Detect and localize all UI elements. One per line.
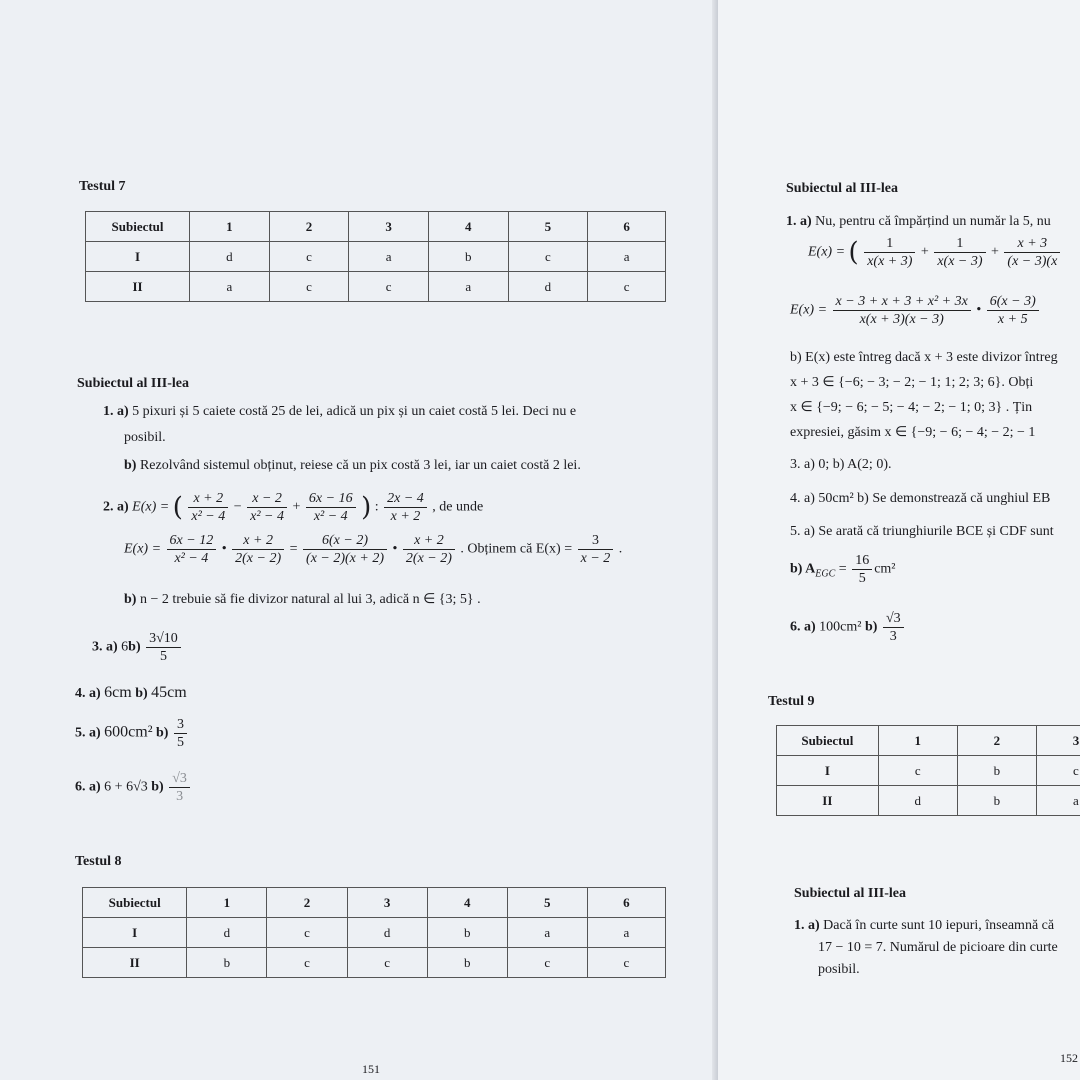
den: x − 2 (580, 551, 611, 566)
text: Rezolvând sistemul obținut, reiese că un pix costă 3 lei, iar un caiet costă 2 lei. (139, 458, 581, 473)
num: 1 (864, 235, 915, 253)
den: x² − 4 (191, 509, 226, 524)
answer-cell: c (267, 948, 347, 978)
den: (x − 3)(x (1007, 254, 1058, 269)
den: x² − 4 (250, 509, 284, 524)
num: x − 2 (247, 490, 287, 508)
answer-cell: c (878, 756, 957, 786)
label: 6. a) (75, 779, 101, 795)
problem-2a-line1: 2. a) E(x) = ( $\frac{x + 2}{\text{x² − 4}}$ − $\frac{x - 2}{\text{x² − 4}}$ + $\frac{6x - 16}{\text{x² − 4}}$ ) : $\frac{2x - 4}{x + 2}$ , de unde (103, 491, 484, 524)
tail: , de unde (432, 499, 484, 515)
table-row (83, 948, 666, 978)
num: x + 2 (232, 532, 284, 550)
test9-title: Testul 9 (768, 694, 815, 709)
row-header-cell: I (86, 242, 190, 272)
num: 3 (174, 716, 187, 734)
den: x² − 4 (313, 509, 348, 524)
num: 6x − 12 (167, 532, 217, 550)
label: 5. a) (75, 725, 101, 741)
problem-2a-line2: E(x) = $\frac{6x - 12}{\text{x² − 4}}$ • $\frac{x + 2}{2(x - 2)}$ = $\frac{6(x - 2)}{(x - 2)(x + 2)}$ • $\frac{x + 2}{2(x - 2)}$ . Obținem că E(x) = $\frac{3}{x - 2}$ . (124, 533, 623, 566)
problem-2b (124, 591, 481, 608)
den: x + 2 (390, 509, 421, 524)
header-cell: 2 (269, 212, 349, 242)
header-cell: Subiectul (83, 888, 187, 918)
answer-cell: a (1036, 786, 1080, 816)
test8-answer-table (82, 887, 666, 978)
label-b: b) (151, 779, 164, 795)
problem-4: 4. a) 50cm² b) Se demonstrează că unghiul EB (790, 491, 1051, 506)
table-row (83, 888, 666, 918)
header-cell: 1 (190, 212, 270, 242)
den: 3 (176, 789, 184, 804)
fraction (146, 630, 181, 665)
answer-cell: d (878, 786, 957, 816)
num: x + 2 (403, 532, 455, 550)
table-row (777, 786, 1080, 816)
answer-cell: c (588, 272, 666, 302)
header-cell: Subiectul (86, 212, 190, 242)
answer-cell: d (187, 918, 267, 948)
den: 2(x − 2) (235, 551, 282, 566)
label: 1. a) (786, 214, 812, 229)
header-cell: 6 (587, 888, 665, 918)
answer-cell: d (190, 242, 270, 272)
answer-cell: c (587, 948, 665, 978)
row-header-cell: II (86, 272, 190, 302)
header-cell: Subiectul (777, 726, 879, 756)
fraction (883, 610, 904, 645)
problem-5b (790, 552, 896, 587)
table-row (86, 272, 666, 302)
fraction (167, 532, 217, 567)
row-header-cell: I (83, 918, 187, 948)
test7-answer-table (85, 211, 666, 302)
num: 1 (934, 235, 985, 253)
answer-cell: c (349, 272, 429, 302)
answer-cell: a (349, 242, 429, 272)
text: 5 pixuri și 5 caiete costă 25 de lei, adică un pix și un caiet costă 5 lei. Deci nu e (132, 404, 577, 419)
left-subject3-title: Subiectul al III-lea (77, 376, 190, 391)
label: 6. a) (790, 619, 816, 635)
answer-cell: a (428, 272, 508, 302)
problem-3 (92, 630, 183, 665)
answer-cell: c (269, 242, 349, 272)
text: n − 2 trebuie să fie divizor natural al lui 3, adică n ∈ {3; 5} . (139, 592, 481, 607)
label: b) A (790, 561, 816, 577)
header-cell: 1 (878, 726, 957, 756)
header-cell: 1 (187, 888, 267, 918)
table-row (777, 756, 1080, 786)
answer-a: 6cm (104, 684, 132, 701)
label-b: b) (135, 686, 148, 701)
num: 3√10 (146, 630, 181, 648)
answer-cell: c (507, 948, 587, 978)
answer-a: 6 + 6√3 (104, 779, 148, 795)
den: x(x − 3) (937, 254, 983, 269)
den: x(x + 3) (867, 254, 913, 269)
problem-1a-b-line3: posibil. (818, 962, 860, 977)
num: x + 2 (188, 490, 228, 508)
paren-close: ) (361, 492, 372, 523)
subscript: EGC (815, 568, 836, 580)
den: 3 (889, 629, 897, 644)
den: 2(x − 2) (405, 551, 452, 566)
fraction (864, 235, 915, 270)
header-cell: 2 (267, 888, 347, 918)
num: x + 3 (1004, 235, 1060, 253)
problem-5a: 5. a) Se arată că triunghiurile BCE și CDF sunt (790, 524, 1054, 539)
equals: = (838, 561, 847, 577)
row-header-cell: II (83, 948, 187, 978)
label: 4. a) (75, 686, 101, 701)
answer-cell: c (508, 242, 588, 272)
num: 16 (852, 552, 872, 570)
label: b) (124, 458, 137, 473)
lhs: E(x) = (808, 244, 846, 260)
answer-cell: a (190, 272, 270, 302)
answer-cell: b (428, 242, 508, 272)
text: Nu, pentru că împărțind un număr la 5, nu (815, 214, 1051, 229)
header-cell: 3 (347, 888, 427, 918)
problem-1a (103, 404, 576, 420)
label-b: b) (156, 725, 169, 741)
expression-2: E(x) = $\frac{\text{x − 3 + x + 3 + x² + 3x}}{x(x + 3)(x - 3)}$ • $\frac{6(x - 3)}{x + 5}$ (790, 293, 1041, 328)
expression-1: E(x) = ( $\frac{1}{x(x + 3)}$ + $\frac{1}{x(x - 3)}$ + $\frac{x + 3}{(x - 3)(x}$ (808, 235, 1062, 270)
fraction (384, 490, 427, 525)
header-cell: 4 (428, 212, 508, 242)
fraction (934, 235, 985, 270)
answer-cell: b (427, 918, 507, 948)
problem-3: 3. a) 0; b) A(2; 0). (790, 457, 892, 472)
den: (x − 2)(x + 2) (306, 551, 385, 566)
paren-open: ( (172, 492, 183, 523)
fraction (1004, 235, 1060, 270)
answer-cell: a (588, 242, 666, 272)
table-row (777, 726, 1080, 756)
num: x − 3 + x + 3 + x² + 3x (833, 293, 971, 311)
problem-1b-line3: x ∈ {−9; − 6; − 5; − 4; − 2; − 1; 0; 3} . Țin (790, 400, 1033, 415)
lhs: E(x) = (132, 499, 170, 515)
label-b: b) (864, 619, 878, 635)
label-b: b) (128, 639, 141, 655)
test8-title: Testul 8 (75, 854, 122, 869)
fraction (169, 770, 190, 805)
paren-open: ( (848, 237, 859, 268)
test7-title: Testul 7 (79, 179, 126, 194)
fraction (578, 532, 614, 567)
problem-1b-line2: x + 3 ∈ {−6; − 3; − 2; − 1; 1; 2; 3; 6}. Obți (790, 375, 1034, 390)
table-row (86, 242, 666, 272)
answer-cell: b (187, 948, 267, 978)
answer-cell: b (957, 756, 1036, 786)
num: √3 (169, 770, 190, 788)
fraction (232, 532, 284, 567)
test9-answer-table (776, 725, 1080, 816)
num: 2x − 4 (384, 490, 427, 508)
text: Dacă în curte sunt 10 iepuri, înseamnă că (823, 918, 1055, 933)
problem-6 (790, 610, 906, 645)
lhs: E(x) = (124, 541, 162, 557)
fraction (188, 490, 228, 525)
label: b) (124, 592, 137, 607)
lhs: E(x) = (790, 302, 828, 318)
answer-cell: c (267, 918, 347, 948)
table-row (86, 212, 666, 242)
page-number: 152 (1060, 1051, 1078, 1065)
text: . Obținem că E(x) = (460, 541, 573, 557)
problem-6 (75, 770, 192, 805)
label: 2. a) (103, 499, 129, 515)
num: 6x − 16 (306, 490, 356, 508)
num: 3 (578, 532, 614, 550)
den: x² − 4 (174, 551, 209, 566)
row-header-cell: I (777, 756, 879, 786)
right-subject3-title: Subiectul al III-lea (786, 181, 899, 196)
right-subject3b-title: Subiectul al III-lea (794, 886, 907, 901)
answer-b: 45cm (151, 684, 187, 701)
header-cell: 5 (507, 888, 587, 918)
answer-cell: b (957, 786, 1036, 816)
den: 5 (159, 649, 167, 664)
fraction (403, 532, 455, 567)
answer-cell: d (508, 272, 588, 302)
fraction (247, 490, 287, 525)
table-row (83, 918, 666, 948)
answer-a: 6 (121, 639, 129, 655)
fraction (852, 552, 872, 587)
den: 5 (176, 735, 184, 750)
header-cell: 5 (508, 212, 588, 242)
answer-cell: c (269, 272, 349, 302)
answer-cell: c (1036, 756, 1080, 786)
label: 3. a) (92, 639, 118, 655)
answer-cell: d (347, 918, 427, 948)
den: x + 5 (997, 312, 1028, 327)
problem-1a-b-line2: 17 − 10 = 7. Numărul de picioare din curte (818, 940, 1058, 955)
answer-cell: a (507, 918, 587, 948)
den: 5 (858, 571, 866, 586)
num: 6(x − 3) (987, 293, 1039, 311)
fraction (174, 716, 187, 751)
header-cell: 6 (588, 212, 666, 242)
header-cell: 2 (957, 726, 1036, 756)
problem-1b-line4: expresiei, găsim x ∈ {−9; − 6; − 4; − 2; − 1 (790, 425, 1036, 440)
header-cell: 4 (427, 888, 507, 918)
answer-cell: b (427, 948, 507, 978)
header-cell: 3 (349, 212, 429, 242)
fraction (833, 293, 971, 328)
num: 6(x − 2) (303, 532, 387, 550)
row-header-cell: II (777, 786, 879, 816)
fraction (303, 532, 387, 567)
answer-a: 600cm² (104, 723, 153, 741)
label: 1. a) (794, 918, 820, 933)
problem-1a-cont: posibil. (124, 430, 166, 445)
problem-1a (786, 214, 1051, 230)
problem-4 (75, 684, 187, 702)
num: √3 (883, 610, 904, 628)
answer-a: 100cm² (819, 619, 862, 635)
answer-cell: c (347, 948, 427, 978)
answer-cell: a (587, 918, 665, 948)
unit: cm² (874, 561, 896, 577)
problem-1a-b (794, 918, 1054, 934)
den: x(x + 3)(x − 3) (859, 312, 944, 327)
fraction (306, 490, 356, 525)
label: 1. a) (103, 404, 129, 419)
page-number: 151 (362, 1062, 380, 1076)
problem-1b (124, 458, 581, 474)
header-cell: 3 (1036, 726, 1080, 756)
right-page (718, 0, 1080, 1080)
fraction (987, 293, 1039, 328)
problem-5 (75, 716, 189, 751)
problem-1b-line1: b) E(x) este întreg dacă x + 3 este divizor întreg (790, 350, 1058, 365)
